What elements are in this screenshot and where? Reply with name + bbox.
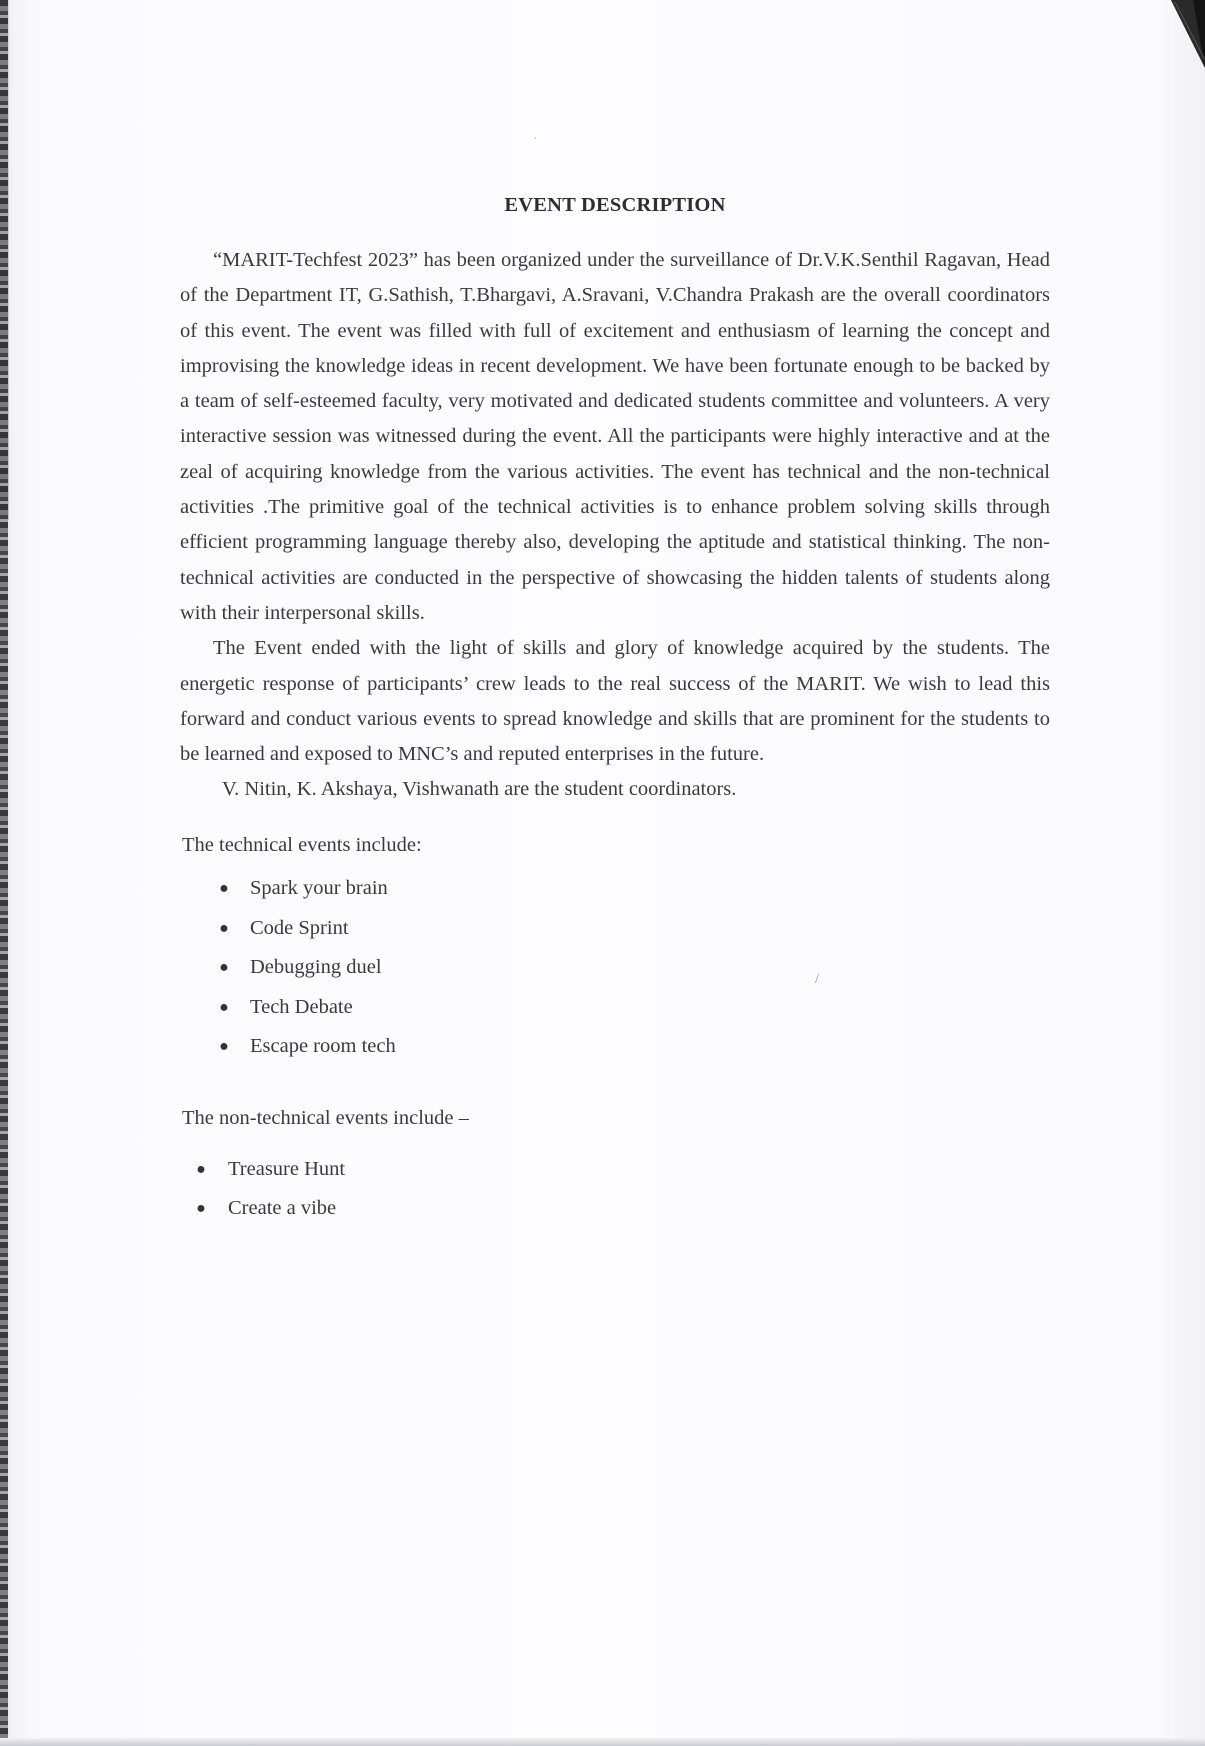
bullet-icon: ● [219, 998, 229, 1016]
list-item: ● Tech Debate [180, 988, 1050, 1028]
non-technical-events-list [180, 1150, 1050, 1229]
list-item: ● Escape room tech [180, 1027, 1050, 1067]
student-coordinators: V. Nitin, K. Akshaya, Vishwanath are the student coordinators. [222, 778, 737, 801]
bullet-icon: ● [219, 880, 229, 898]
list-item: ● Treasure Hunt [180, 1150, 1050, 1190]
bullet-icon: ● [219, 1038, 229, 1056]
page-title: EVENT DESCRIPTION [504, 194, 726, 216]
list-item: ● Spark your brain [180, 869, 1050, 909]
document-body [180, 188, 1050, 1229]
non-technical-events-heading: The non-technical events include – [182, 1106, 469, 1129]
list-item: ● Code Sprint [180, 909, 1050, 949]
bullet-icon: ● [219, 959, 229, 977]
page-bottom-edge [0, 1738, 1205, 1746]
paragraph-event-overview: “MARIT-Techfest 2023” has been organized under the surveillance of Dr.V.K.Senthil Ragavan, Head of the Department IT, G.Sathish, T.Bhargavi, A.Sravani, V.Chandra Prakash are the overall coordinators of this event. The event was filled with full of excitement and enthusiasm of learning the concept and improvising the knowledge ideas in recent development. We have been fortunate enough to be backed by a team of self-esteemed faculty, very motivated and dedicated students committee and volunteers. A very interactive session was witnessed during the event. All the participants were highly interactive and at the zeal of acquiring knowledge from the various activities. The event has technical and the non-technical activities .The primitive goal of the technical activities is to enhance problem solving skills through efficient programming language thereby also, developing the aptitude and statistical thinking. The non-technical activities are conducted in the perspective of showcasing the hidden talents of students along with their interpersonal skills. [180, 249, 1050, 624]
scan-mark: / [815, 972, 819, 987]
bullet-icon: ● [196, 1200, 206, 1218]
bullet-icon: ● [219, 919, 229, 937]
page-left-edge [0, 0, 8, 1746]
technical-events-list [180, 869, 1050, 1067]
bullet-icon: ● [196, 1160, 206, 1178]
list-item: ● Debugging duel [180, 948, 1050, 988]
technical-events-heading: The technical events include: [182, 833, 422, 856]
list-item: ● Create a vibe [180, 1189, 1050, 1229]
scan-speck: · [533, 132, 538, 147]
paragraph-event-conclusion: The Event ended with the light of skills and glory of knowledge acquired by the students. The energetic response of participants’ crew leads to the real success of the MARIT. We wish to lead this forward and conduct various events to spread knowledge and skills that are prominent for the students to be learned and exposed to MNC’s and reputed enterprises in the future. [180, 637, 1050, 766]
folded-corner [1135, 0, 1205, 100]
